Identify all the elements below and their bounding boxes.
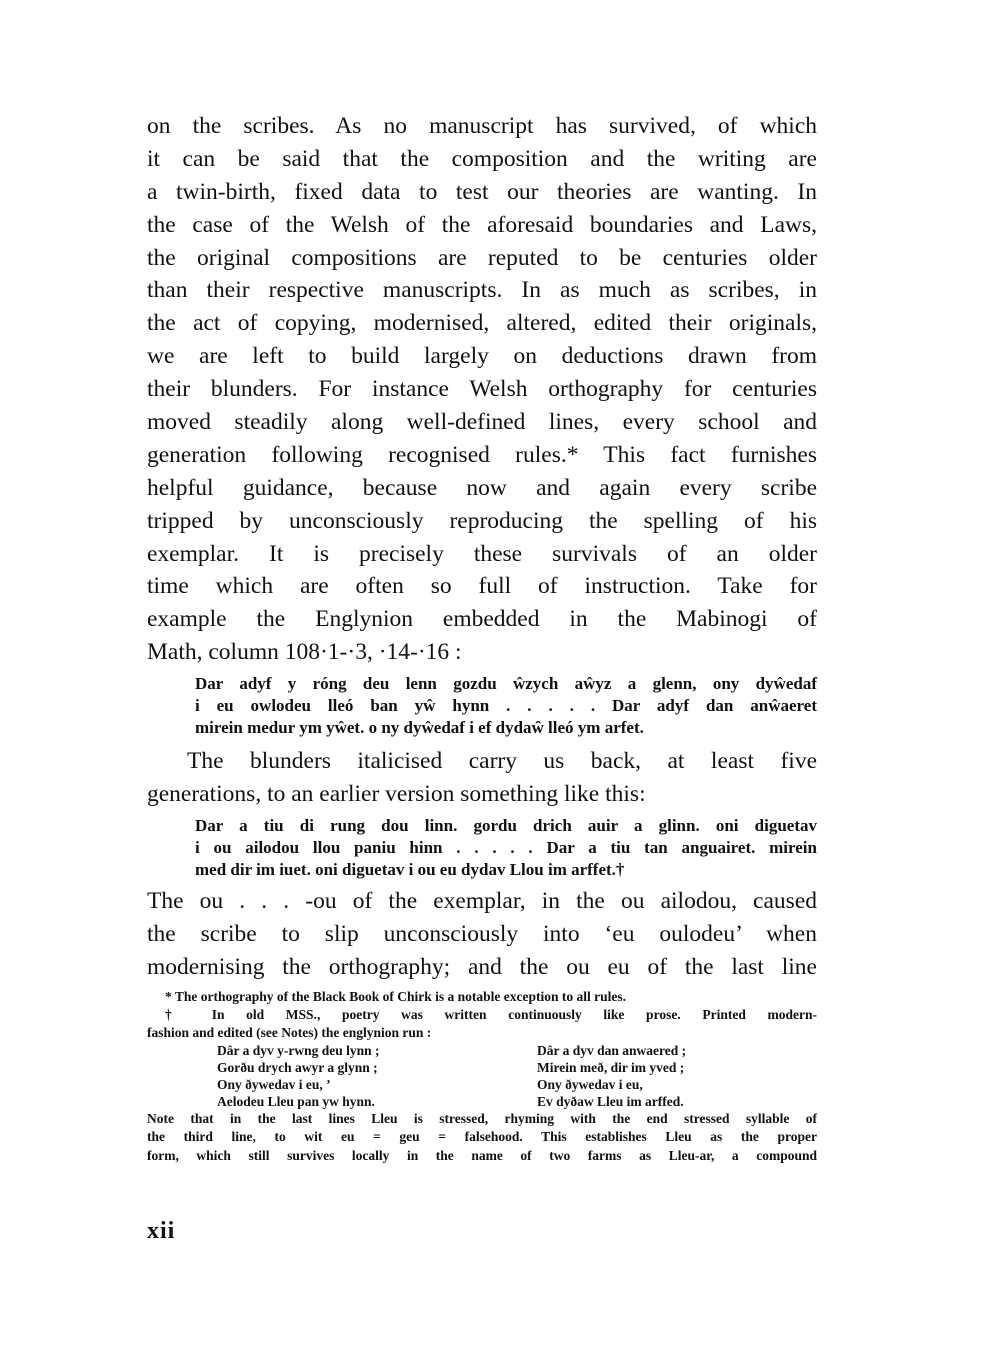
block-quote-manuscript <box>195 673 817 739</box>
text-line: generation following recognised rules.* This fact furnishes <box>147 441 817 468</box>
footnote-note: the third line, to wit eu = geu = falsehood. This establishes Lleu as the proper <box>147 1129 817 1145</box>
text-line: moved steadily along well-defined lines, every school and <box>147 409 817 436</box>
text-line: time which are often so full of instruction. Take for <box>147 573 817 600</box>
text-line: on the scribes. As no manuscript has survived, of which <box>147 113 817 139</box>
quote-line: med dir im iuet. oni diguetav i ou eu dydav Llou im arffet.† <box>195 859 625 879</box>
verse-line: Mirein með, dir im yved ; <box>537 1060 685 1076</box>
page-body <box>147 110 817 1165</box>
text-line: The blunders italicised carry us back, at least five <box>187 748 817 775</box>
verse-line: Gorðu drych awyr a glynn ; <box>217 1060 378 1076</box>
text-line: the original compositions are reputed to be centuries older <box>147 244 817 271</box>
footnote-dagger: † In old MSS., poetry was written continuously like prose. Printed modern- <box>165 1006 817 1022</box>
page-number: xii <box>147 1218 176 1244</box>
text-line: helpful guidance, because now and again every scribe <box>147 474 817 501</box>
text-line: The ou . . . -ou of the exemplar, in the ou ailodou, caused <box>147 887 817 914</box>
text-line: the act of copying, modernised, altered, edited their originals, <box>147 310 817 337</box>
verse-line: Ev dyðaw Lleu im arffed. <box>537 1094 684 1110</box>
text-line: a twin-birth, fixed data to test our theories are wanting. In <box>147 178 817 205</box>
text-line: generations, to an earlier version something like this: <box>147 781 646 808</box>
footnote-dagger-cont: fashion and edited (see Notes) the englynion run : <box>147 1024 432 1040</box>
quote-line: mirein medur ym yŵet. o ny dyŵedaf i ef dydaŵ lleó ym arfet. <box>195 718 644 738</box>
text-line: their blunders. For instance Welsh orthography for centuries <box>147 376 817 403</box>
text-line: we are left to build largely on deductions drawn from <box>147 343 817 370</box>
text-line: than their respective manuscripts. In as much as scribes, in <box>147 277 817 304</box>
mid-paragraph <box>147 745 817 811</box>
quote-line: Dar a tiu di rung dou linn. gordu drich auir a glinn. oni diguetav <box>195 815 817 835</box>
block-quote-reconstruction <box>195 815 817 881</box>
footnote-note: form, which still survives locally in the name of two farms as Lleu-ar, a compound <box>147 1147 817 1163</box>
quote-line: Dar adyf y róng deu lenn gozdu ŵzych aŵyz a glenn, ony dyŵedaf <box>195 674 817 694</box>
end-paragraph <box>147 885 817 984</box>
text-line: the scribe to slip unconsciously into ‘eu oulodeu’ when <box>147 920 817 947</box>
footnote-star: * The orthography of the Black Book of Chirk is a notable exception to all rules. <box>165 988 627 1004</box>
quote-line: i ou ailodou llou paniu hinn . . . . . Dar a tiu tan anguairet. mirein <box>195 837 817 857</box>
quote-line: i eu owlodeu lleó ban yŵ hynn . . . . . Dar adyf dan anŵaeret <box>195 696 817 716</box>
text-line: exemplar. It is precisely these survivals of an older <box>147 540 817 567</box>
verse-line: Dâr a dyv dan anwaered ; <box>537 1043 687 1059</box>
verse-line: Ony ðywedav i eu, ’ <box>217 1077 331 1093</box>
verse-line: Ony ðywedav i eu, <box>537 1077 643 1093</box>
text-line: Math, column 108·1-·3, ·14-·16 : <box>147 639 462 666</box>
englynion-verse <box>217 1042 817 1110</box>
main-paragraph <box>147 110 817 669</box>
text-line: the case of the Welsh of the aforesaid boundaries and Laws, <box>147 211 817 238</box>
footnote-note: Note that in the last lines Lleu is stressed, rhyming with the end stressed syllable of <box>147 1111 817 1127</box>
verse-line: Aelodeu Lleu pan yw hynn. <box>217 1094 375 1110</box>
text-line: it can be said that the composition and the writing are <box>147 145 817 172</box>
text-line: tripped by unconsciously reproducing the spelling of his <box>147 507 817 534</box>
verse-line: Dâr a dyv y-rwng deu lynn ; <box>217 1043 380 1059</box>
text-line: example the Englynion embedded in the Mabinogi of <box>147 606 817 633</box>
text-line: modernising the orthography; and the ou eu of the last line <box>147 953 817 980</box>
footnotes <box>147 988 817 1165</box>
